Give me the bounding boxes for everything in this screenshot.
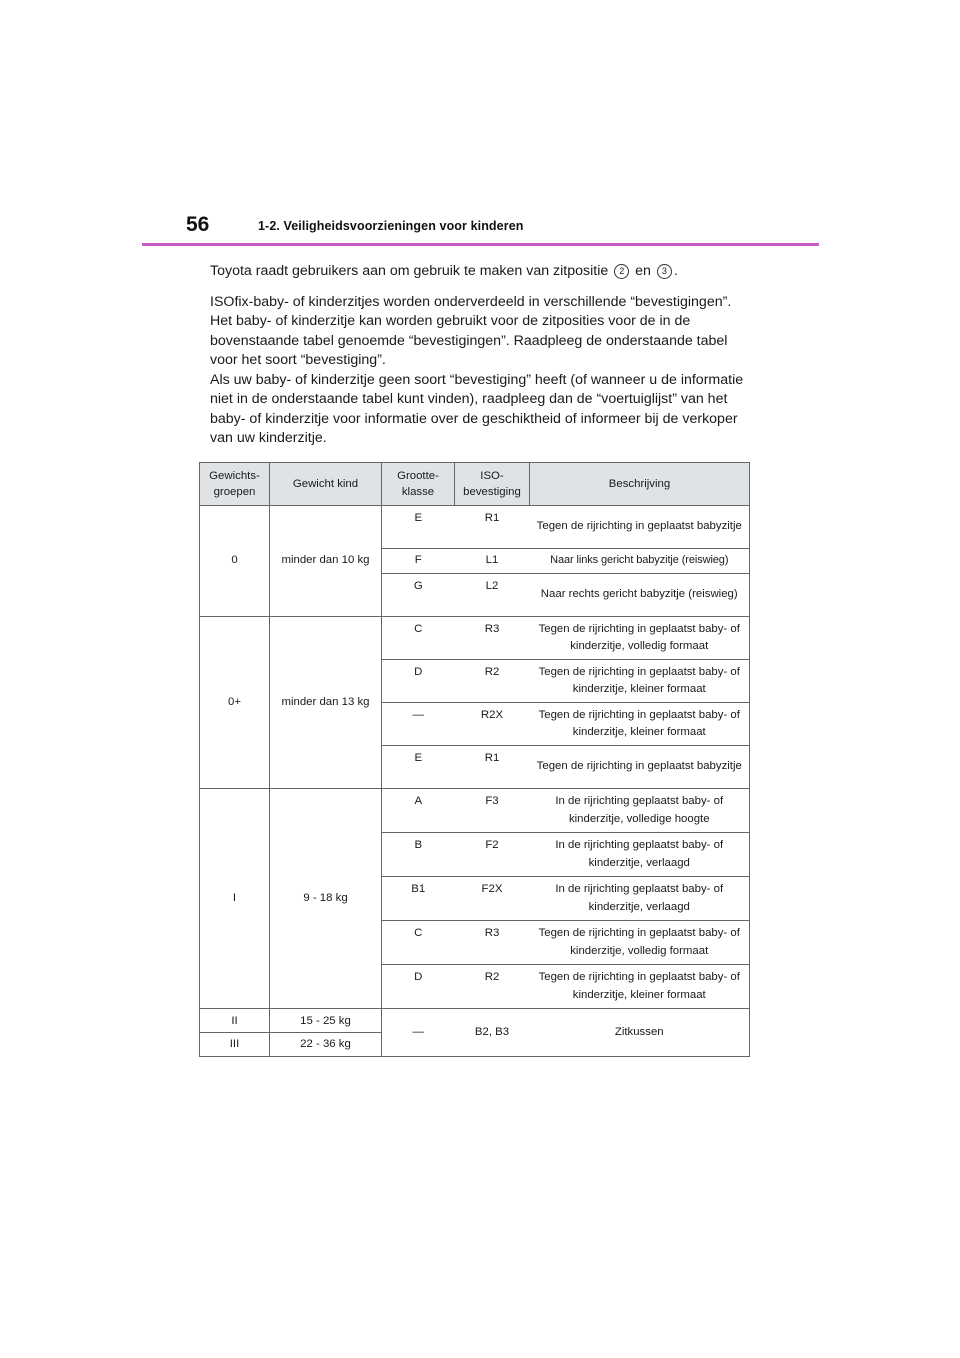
intro-paragraph (210, 293, 755, 449)
description-cell: Tegen de rijrichting in geplaatst babyzitje (530, 746, 750, 789)
size-class-cell: D (382, 660, 455, 703)
child-weight-cell: 22 - 36 kg (270, 1033, 382, 1057)
seat-position-2-icon: 2 (614, 264, 629, 279)
description-cell: Tegen de rijrichting in geplaatst baby- of kinderzitje, volledig formaat (530, 921, 750, 965)
iso-fixture-cell: B2, B3 (455, 1009, 530, 1057)
iso-fixture-cell: F3 (455, 789, 530, 833)
child-weight-cell: minder dan 13 kg (270, 617, 382, 789)
intro-paragraph-text-2: Als uw baby- of kinderzitje geen soort “bevestiging” heeft (of wanneer u de informatie niet in de onderstaande tabel kunt vinden), raadpleeg dan de “voertuiglijst” van het baby- of kinderzitje voor informatie over de geschiktheid of informeer bij de verkoper van uw kinderzitje. (210, 371, 744, 446)
size-class-cell: B1 (382, 877, 455, 921)
iso-fixture-cell: F2 (455, 833, 530, 877)
size-class-cell: C (382, 921, 455, 965)
iso-fixture-cell: F2X (455, 877, 530, 921)
weight-group-cell: 0 (200, 506, 270, 617)
child-weight-cell: minder dan 10 kg (270, 506, 382, 617)
header-description: Beschrijving (530, 463, 750, 506)
description-cell: Naar rechts gericht babyzitje (reiswieg) (530, 574, 750, 617)
intro-joiner: en (635, 263, 651, 279)
size-class-cell: — (382, 703, 455, 746)
intro-line (210, 262, 755, 282)
page-number: 56 (186, 213, 210, 236)
description-cell: In de rijrichting geplaatst baby- of kinderzitje, verlaagd (530, 833, 750, 877)
description-cell: Naar links gericht babyzitje (reiswieg) (530, 549, 750, 574)
header-rule (142, 243, 819, 246)
header-child-weight: Gewicht kind (270, 463, 382, 506)
weight-group-cell: II (200, 1009, 270, 1033)
iso-fixture-cell: R2X (455, 703, 530, 746)
size-class-cell: C (382, 617, 455, 660)
isofix-table (199, 462, 750, 1057)
size-class-cell: A (382, 789, 455, 833)
description-cell: In de rijrichting geplaatst baby- of kinderzitje, verlaagd (530, 877, 750, 921)
weight-group-cell: 0+ (200, 617, 270, 789)
table-row (200, 617, 750, 660)
body-text (210, 262, 755, 460)
description-cell: Tegen de rijrichting in geplaatst baby- of kinderzitje, kleiner formaat (530, 660, 750, 703)
weight-group-cell: I (200, 789, 270, 1009)
size-class-cell: B (382, 833, 455, 877)
iso-fixture-cell: L2 (455, 574, 530, 617)
header-iso-fixture: ISO- bevestiging (455, 463, 530, 506)
size-class-cell: — (382, 1009, 455, 1057)
table-header-row (200, 463, 750, 506)
size-class-cell: G (382, 574, 455, 617)
table-row (200, 1009, 750, 1033)
description-cell: Tegen de rijrichting in geplaatst baby- of kinderzitje, kleiner formaat (530, 965, 750, 1009)
intro-paragraph-text: ISOfix-baby- of kinderzitjes worden onderverdeeld in verschillende “bevestigingen”. Het baby- of kinderzitje kan worden gebruikt voor de zitposities voor de in de bovenstaande tabel genoemde “bevestigingen”. Raadpleeg de onderstaande tabel voor het soort “bevestiging”. (210, 293, 732, 368)
iso-fixture-cell: R2 (455, 660, 530, 703)
seat-position-3-icon: 3 (657, 264, 672, 279)
iso-fixture-cell: R3 (455, 617, 530, 660)
description-cell: Zitkussen (530, 1009, 750, 1057)
table-row (200, 506, 750, 549)
child-weight-cell: 15 - 25 kg (270, 1009, 382, 1033)
iso-fixture-cell: L1 (455, 549, 530, 574)
child-weight-cell: 9 - 18 kg (270, 789, 382, 1009)
description-cell: Tegen de rijrichting in geplaatst babyzitje (530, 506, 750, 549)
size-class-cell: D (382, 965, 455, 1009)
intro-line-end: . (673, 263, 678, 279)
iso-fixture-cell: R1 (455, 746, 530, 789)
section-title: 1-2. Veiligheidsvoorzieningen voor kinderen (258, 219, 524, 233)
iso-fixture-cell: R1 (455, 506, 530, 549)
description-cell: In de rijrichting geplaatst baby- of kinderzitje, volledige hoogte (530, 789, 750, 833)
table-row (200, 789, 750, 833)
description-cell: Tegen de rijrichting in geplaatst baby- of kinderzitje, kleiner formaat (530, 703, 750, 746)
size-class-cell: E (382, 746, 455, 789)
intro-line-text: Toyota raadt gebruikers aan om gebruik te maken van zitpositie (210, 263, 609, 279)
description-cell: Tegen de rijrichting in geplaatst baby- of kinderzitje, volledig formaat (530, 617, 750, 660)
weight-group-cell: III (200, 1033, 270, 1057)
header-weight-group: Gewichts- groepen (200, 463, 270, 506)
size-class-cell: F (382, 549, 455, 574)
iso-fixture-cell: R3 (455, 921, 530, 965)
header-size-class: Grootte- klasse (382, 463, 455, 506)
size-class-cell: E (382, 506, 455, 549)
iso-fixture-cell: R2 (455, 965, 530, 1009)
